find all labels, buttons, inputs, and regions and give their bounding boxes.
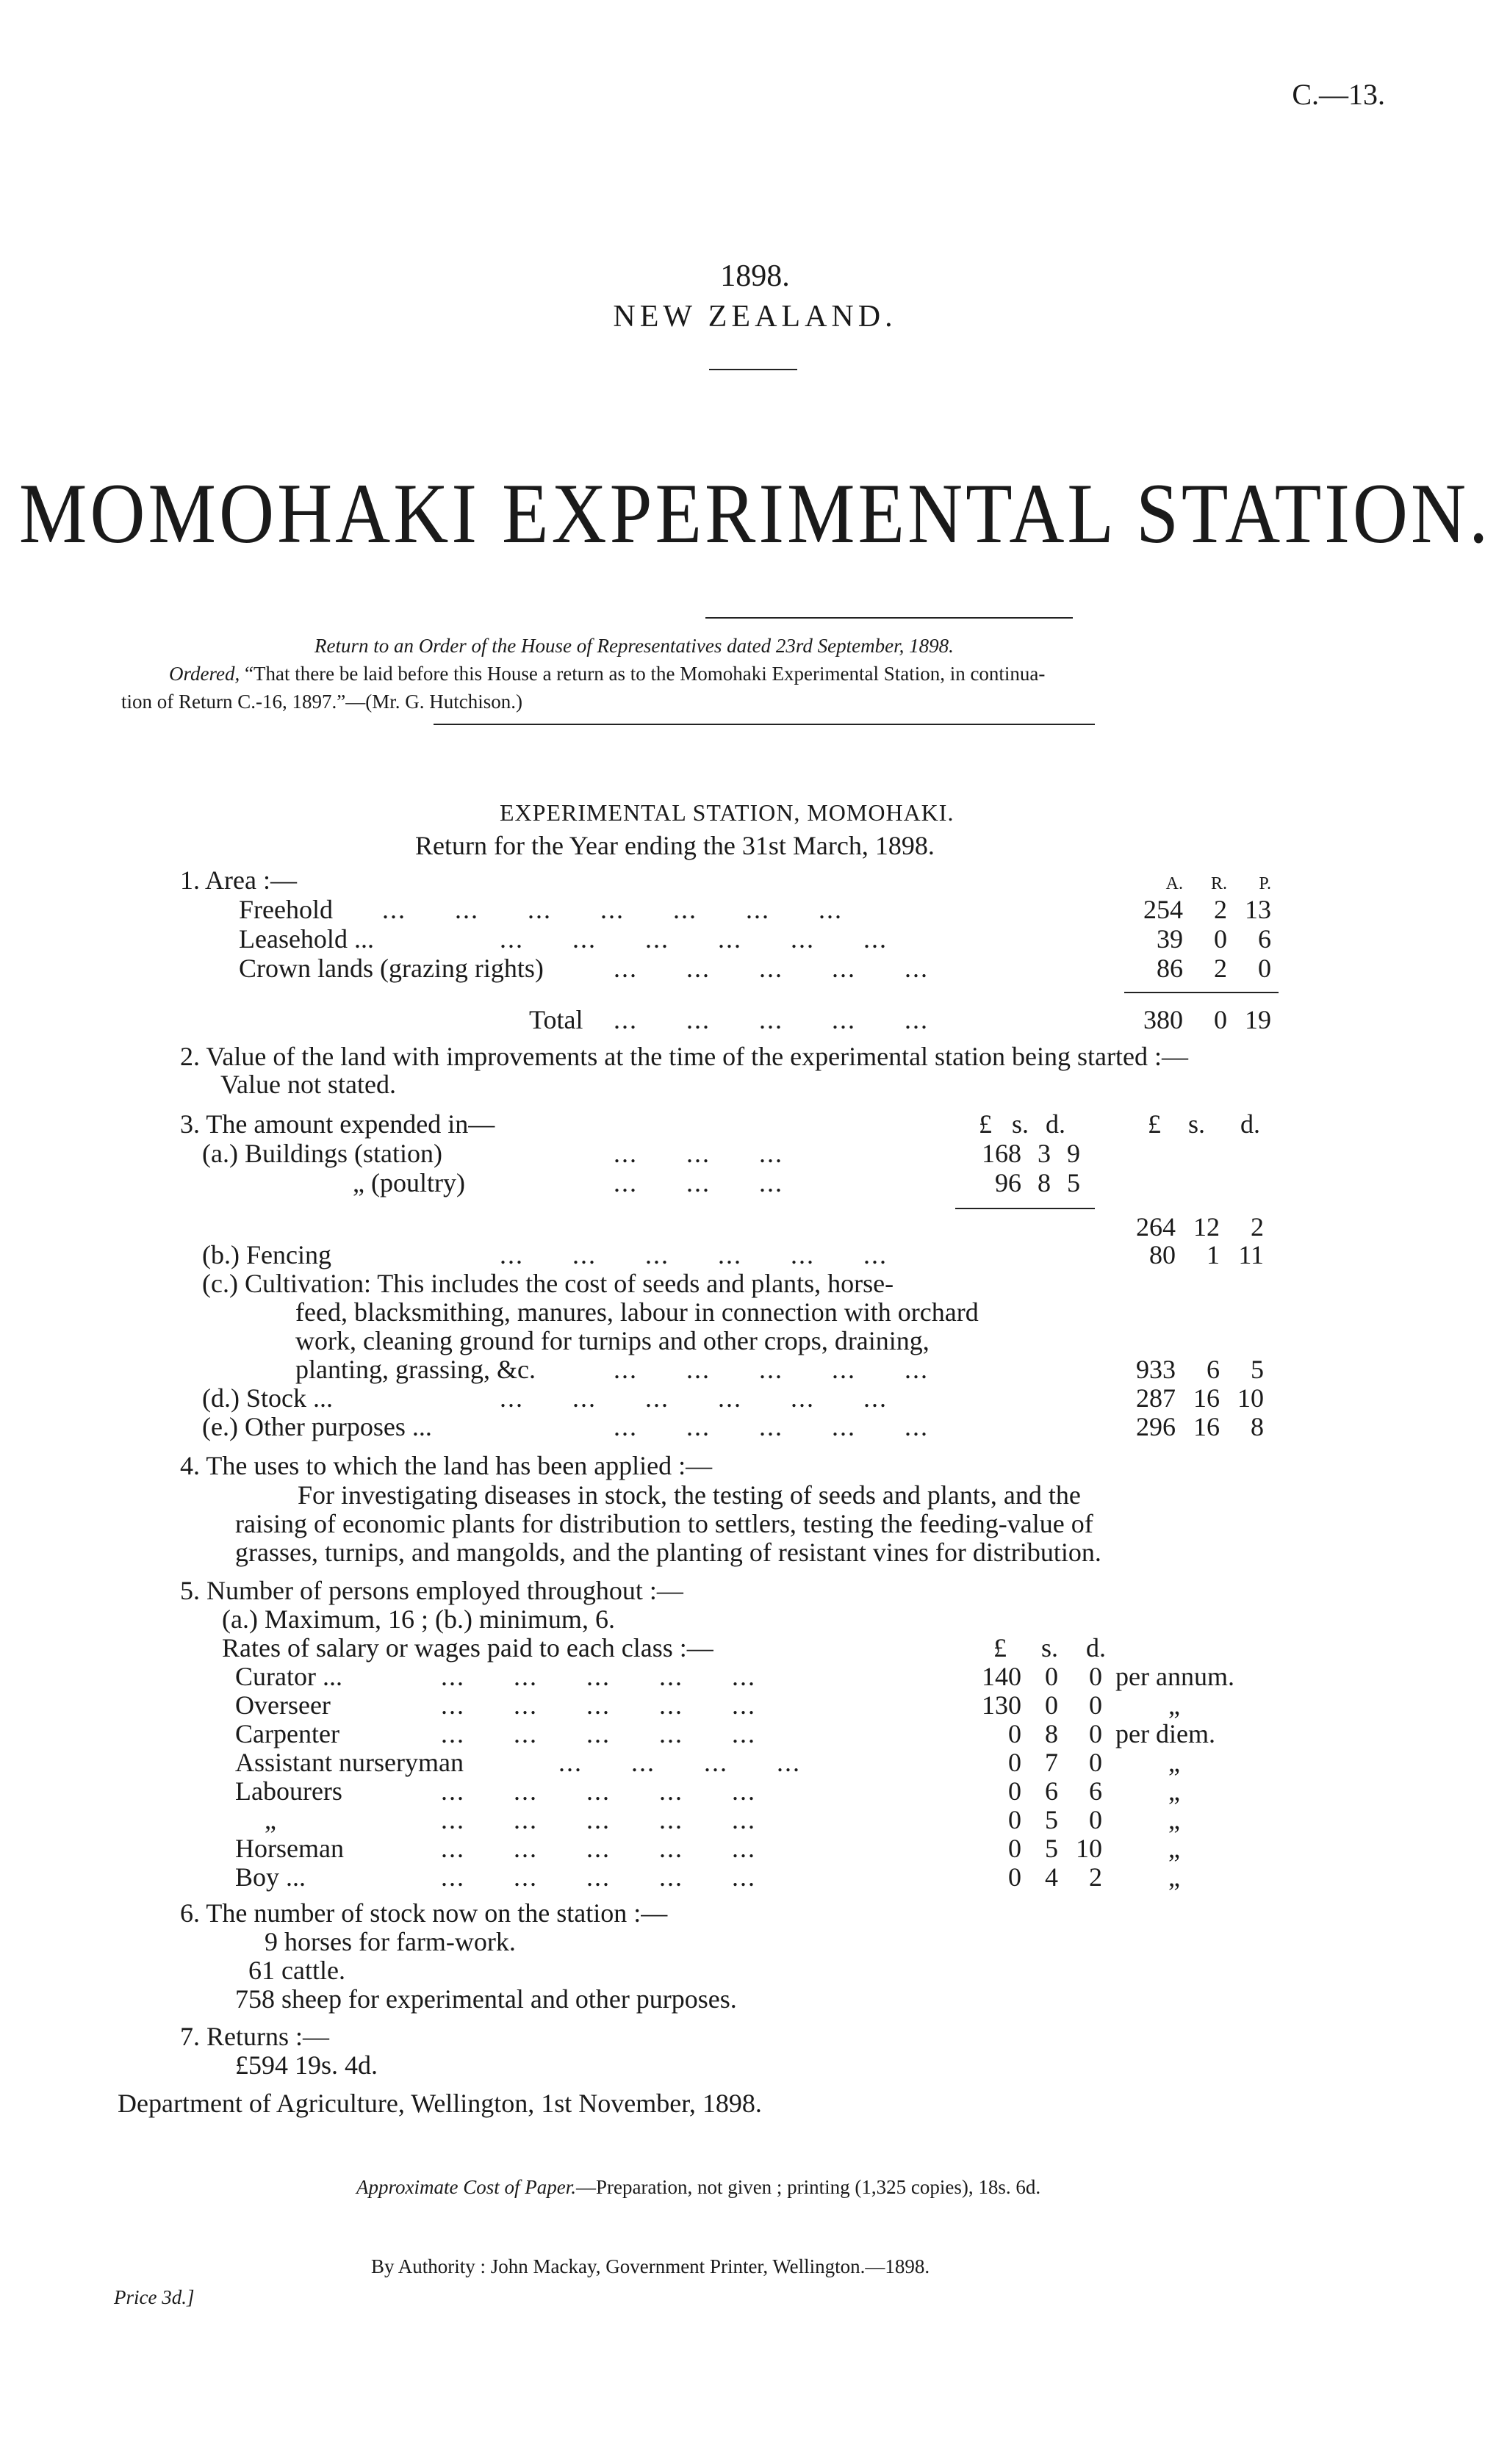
buildings-pence: 5 bbox=[1067, 1168, 1080, 1197]
wage-role: Labourers bbox=[235, 1776, 342, 1806]
wage-pounds: 0 bbox=[1008, 1834, 1021, 1863]
leader-dots: ... ... ... ... ... ... bbox=[500, 1240, 888, 1269]
wage-unit: „ bbox=[1168, 1862, 1180, 1892]
employed-maxmin: (a.) Maximum, 16 ; (b.) minimum, 6. bbox=[222, 1604, 615, 1634]
area-row-label: Crown lands (grazing rights) bbox=[239, 954, 544, 983]
station-heading: EXPERIMENTAL STATION, MOMOHAKI. bbox=[500, 799, 954, 826]
col-pounds: £ bbox=[979, 1109, 992, 1139]
leader-dots: ... ... ... ... ... bbox=[441, 1690, 756, 1720]
wage-role: Boy ... bbox=[235, 1862, 306, 1892]
fencing-pence: 11 bbox=[1238, 1240, 1264, 1269]
wage-pence: 0 bbox=[1089, 1748, 1102, 1777]
col-pence: d. bbox=[1240, 1109, 1260, 1139]
area-label: 1. Area :— bbox=[180, 865, 297, 895]
stock-pounds: 287 bbox=[1136, 1383, 1176, 1413]
wage-unit: per diem. bbox=[1115, 1719, 1215, 1748]
divider bbox=[709, 369, 797, 370]
order-quote: “That there be laid before this House a return as to the Momohaki Experimental Station, in continua- bbox=[244, 663, 1046, 685]
returns-label: 7. Returns :— bbox=[180, 2022, 329, 2051]
wage-unit: „ bbox=[1168, 1690, 1180, 1720]
wage-pounds: 0 bbox=[1008, 1776, 1021, 1806]
wage-pounds: 0 bbox=[1008, 1805, 1021, 1834]
col-pounds: £ bbox=[993, 1633, 1007, 1663]
page-reference: C.—13. bbox=[1292, 78, 1385, 111]
wage-pence: 10 bbox=[1076, 1834, 1102, 1863]
area-total-roods: 0 bbox=[1214, 1005, 1227, 1034]
leader-dots: ... ... ... ... ... bbox=[441, 1805, 756, 1834]
wage-pounds: 140 bbox=[982, 1662, 1021, 1691]
area-total-acres: 380 bbox=[1143, 1005, 1183, 1034]
leader-dots: ... ... ... ... ... ... ... bbox=[382, 895, 843, 924]
area-row-label: Leasehold ... bbox=[239, 924, 374, 954]
wage-shillings: 7 bbox=[1045, 1748, 1058, 1777]
area-roods: 2 bbox=[1214, 954, 1227, 983]
fencing-label: (b.) Fencing bbox=[202, 1240, 331, 1269]
stock-label: (d.) Stock ... bbox=[202, 1383, 333, 1413]
expended-label: 3. The amount expended in— bbox=[180, 1109, 495, 1139]
cultivation-line: planting, grassing, &c. bbox=[295, 1355, 536, 1384]
other-purposes-label: (e.) Other purposes ... bbox=[202, 1412, 432, 1441]
return-period: Return for the Year ending the 31st March, 1898. bbox=[415, 831, 935, 860]
other-pounds: 296 bbox=[1136, 1412, 1176, 1441]
buildings-pence: 9 bbox=[1067, 1139, 1080, 1168]
country: NEW ZEALAND. bbox=[613, 300, 897, 334]
buildings-label: „ (poultry) bbox=[353, 1168, 465, 1197]
area-perches: 13 bbox=[1245, 895, 1271, 924]
year: 1898. bbox=[720, 259, 790, 293]
stock-now-label: 6. The number of stock now on the station :— bbox=[180, 1898, 668, 1928]
buildings-pounds: 96 bbox=[995, 1168, 1021, 1197]
wage-pence: 6 bbox=[1089, 1776, 1102, 1806]
divider bbox=[705, 617, 1073, 619]
wage-shillings: 0 bbox=[1045, 1662, 1058, 1691]
order-line: Return to an Order of the House of Representatives dated 23rd September, 1898. bbox=[314, 635, 954, 657]
col-shillings: s. bbox=[1040, 1633, 1058, 1663]
area-acres: 39 bbox=[1157, 924, 1183, 954]
area-row-label: Freehold bbox=[239, 895, 333, 924]
uses-text: grasses, turnips, and mangolds, and the planting of resistant vines for distribution. bbox=[235, 1538, 1101, 1567]
wage-shillings: 6 bbox=[1045, 1776, 1058, 1806]
returns-amount: £594 19s. 4d. bbox=[235, 2050, 378, 2080]
wage-role: Horseman bbox=[235, 1834, 344, 1863]
cultivation-line: feed, blacksmithing, manures, labour in connection with orchard bbox=[295, 1297, 979, 1327]
cultivation-shillings: 6 bbox=[1207, 1355, 1220, 1384]
divider bbox=[955, 1208, 1095, 1209]
wage-pence: 0 bbox=[1089, 1805, 1102, 1834]
buildings-total-pounds: 264 bbox=[1136, 1212, 1176, 1242]
other-pence: 8 bbox=[1251, 1412, 1264, 1441]
leader-dots: ... ... ... ... ... bbox=[441, 1719, 756, 1748]
divider bbox=[434, 724, 1095, 725]
wage-shillings: 0 bbox=[1045, 1690, 1058, 1720]
wage-unit: per annum. bbox=[1115, 1662, 1234, 1691]
uses-text: For investigating diseases in stock, the testing of seeds and plants, and the bbox=[298, 1480, 1081, 1510]
fencing-shillings: 1 bbox=[1207, 1240, 1220, 1269]
wage-shillings: 8 bbox=[1045, 1719, 1058, 1748]
cost-text: —Preparation, not given ; printing (1,325 copies), 18s. 6d. bbox=[575, 2176, 1041, 2198]
buildings-total-pence: 2 bbox=[1251, 1212, 1264, 1242]
wage-unit: „ bbox=[1168, 1748, 1180, 1777]
price: Price 3d.] bbox=[114, 2286, 195, 2308]
wage-pounds: 0 bbox=[1008, 1748, 1021, 1777]
stock-item: 61 cattle. bbox=[248, 1956, 345, 1985]
leader-dots: ... ... ... bbox=[614, 1168, 783, 1197]
col-acres: A. bbox=[1165, 874, 1183, 893]
leader-dots: ... ... ... ... ... bbox=[441, 1862, 756, 1892]
wage-role: Curator ... bbox=[235, 1662, 342, 1691]
authority-line: By Authority : John Mackay, Government Printer, Wellington.—1898. bbox=[371, 2255, 930, 2277]
cultivation-line: (c.) Cultivation: This includes the cost of seeds and plants, horse- bbox=[202, 1269, 894, 1298]
leader-dots: ... ... ... bbox=[614, 1139, 783, 1168]
wage-unit: „ bbox=[1168, 1834, 1180, 1863]
leader-dots: ... ... ... ... ... bbox=[614, 1355, 929, 1384]
order-text bbox=[169, 661, 1045, 686]
wage-shillings: 5 bbox=[1045, 1834, 1058, 1863]
leader-dots: ... ... ... ... ... ... bbox=[500, 1383, 888, 1413]
ordered-label: Ordered, bbox=[169, 663, 240, 685]
cultivation-pence: 5 bbox=[1251, 1355, 1264, 1384]
cultivation-line: work, cleaning ground for turnips and other crops, draining, bbox=[295, 1326, 930, 1355]
value-line: 2. Value of the land with improvements at the time of the experimental station being started :— bbox=[180, 1042, 1188, 1071]
col-perches: P. bbox=[1259, 874, 1271, 893]
wage-unit: „ bbox=[1168, 1805, 1180, 1834]
stock-shillings: 16 bbox=[1193, 1383, 1220, 1413]
wage-shillings: 4 bbox=[1045, 1862, 1058, 1892]
buildings-shillings: 3 bbox=[1038, 1139, 1051, 1168]
value-text: Value not stated. bbox=[220, 1070, 396, 1099]
col-pence: d. bbox=[1046, 1109, 1065, 1139]
wage-role: Overseer bbox=[235, 1690, 331, 1720]
employed-label: 5. Number of persons employed throughout :— bbox=[180, 1576, 683, 1605]
buildings-shillings: 8 bbox=[1038, 1168, 1051, 1197]
buildings-label: (a.) Buildings (station) bbox=[202, 1139, 442, 1168]
area-total-label: Total bbox=[529, 1005, 583, 1034]
area-acres: 254 bbox=[1143, 895, 1183, 924]
wage-pence: 0 bbox=[1089, 1690, 1102, 1720]
leader-dots: ... ... ... ... bbox=[558, 1748, 801, 1777]
col-pence: d. bbox=[1086, 1633, 1106, 1663]
wage-pence: 0 bbox=[1089, 1719, 1102, 1748]
wage-role: Assistant nurseryman bbox=[235, 1748, 464, 1777]
stock-item: 758 sheep for experimental and other purposes. bbox=[235, 1984, 737, 2014]
uses-text: raising of economic plants for distribution to settlers, testing the feeding-value of bbox=[235, 1509, 1093, 1538]
wage-pounds: 0 bbox=[1008, 1719, 1021, 1748]
stock-item: 9 horses for farm-work. bbox=[265, 1927, 516, 1956]
cost-note bbox=[356, 2175, 1040, 2200]
leader-dots: ... ... ... ... ... bbox=[614, 1005, 929, 1034]
area-roods: 0 bbox=[1214, 924, 1227, 954]
leader-dots: ... ... ... ... ... bbox=[441, 1776, 756, 1806]
wage-pounds: 0 bbox=[1008, 1862, 1021, 1892]
buildings-pounds: 168 bbox=[982, 1139, 1021, 1168]
stock-pence: 10 bbox=[1237, 1383, 1264, 1413]
area-roods: 2 bbox=[1214, 895, 1227, 924]
fencing-pounds: 80 bbox=[1149, 1240, 1176, 1269]
area-perches: 6 bbox=[1258, 924, 1271, 954]
leader-dots: ... ... ... ... ... bbox=[441, 1662, 756, 1691]
leader-dots: ... ... ... ... ... bbox=[614, 1412, 929, 1441]
area-acres: 86 bbox=[1157, 954, 1183, 983]
signoff: Department of Agriculture, Wellington, 1st November, 1898. bbox=[118, 2089, 762, 2118]
wage-shillings: 5 bbox=[1045, 1805, 1058, 1834]
rates-label: Rates of salary or wages paid to each class :— bbox=[222, 1633, 713, 1663]
wage-role: Carpenter bbox=[235, 1719, 339, 1748]
leader-dots: ... ... ... ... ... ... bbox=[500, 924, 888, 954]
leader-dots: ... ... ... ... ... bbox=[441, 1834, 756, 1863]
col-pounds: £ bbox=[1148, 1109, 1161, 1139]
cost-label: Approximate Cost of Paper. bbox=[356, 2176, 576, 2198]
wage-pence: 0 bbox=[1089, 1662, 1102, 1691]
buildings-total-shillings: 12 bbox=[1193, 1212, 1220, 1242]
other-shillings: 16 bbox=[1193, 1412, 1220, 1441]
order-text-cont: tion of Return C.-16, 1897.”—(Mr. G. Hutchison.) bbox=[121, 691, 522, 713]
area-perches: 0 bbox=[1258, 954, 1271, 983]
wage-pounds: 130 bbox=[982, 1690, 1021, 1720]
wage-unit: „ bbox=[1168, 1776, 1180, 1806]
col-roods: R. bbox=[1210, 874, 1227, 893]
cultivation-pounds: 933 bbox=[1136, 1355, 1176, 1384]
area-total-perches: 19 bbox=[1245, 1005, 1271, 1034]
col-shillings: s. bbox=[1187, 1109, 1205, 1139]
leader-dots: ... ... ... ... ... bbox=[614, 954, 929, 983]
wage-role: „ bbox=[265, 1805, 276, 1834]
divider bbox=[1124, 992, 1279, 993]
uses-label: 4. The uses to which the land has been applied :— bbox=[180, 1451, 713, 1480]
col-shillings: s. bbox=[1011, 1109, 1029, 1139]
wage-pence: 2 bbox=[1089, 1862, 1102, 1892]
page-title: MOMOHAKI EXPERIMENTAL STATION. bbox=[18, 466, 1492, 561]
